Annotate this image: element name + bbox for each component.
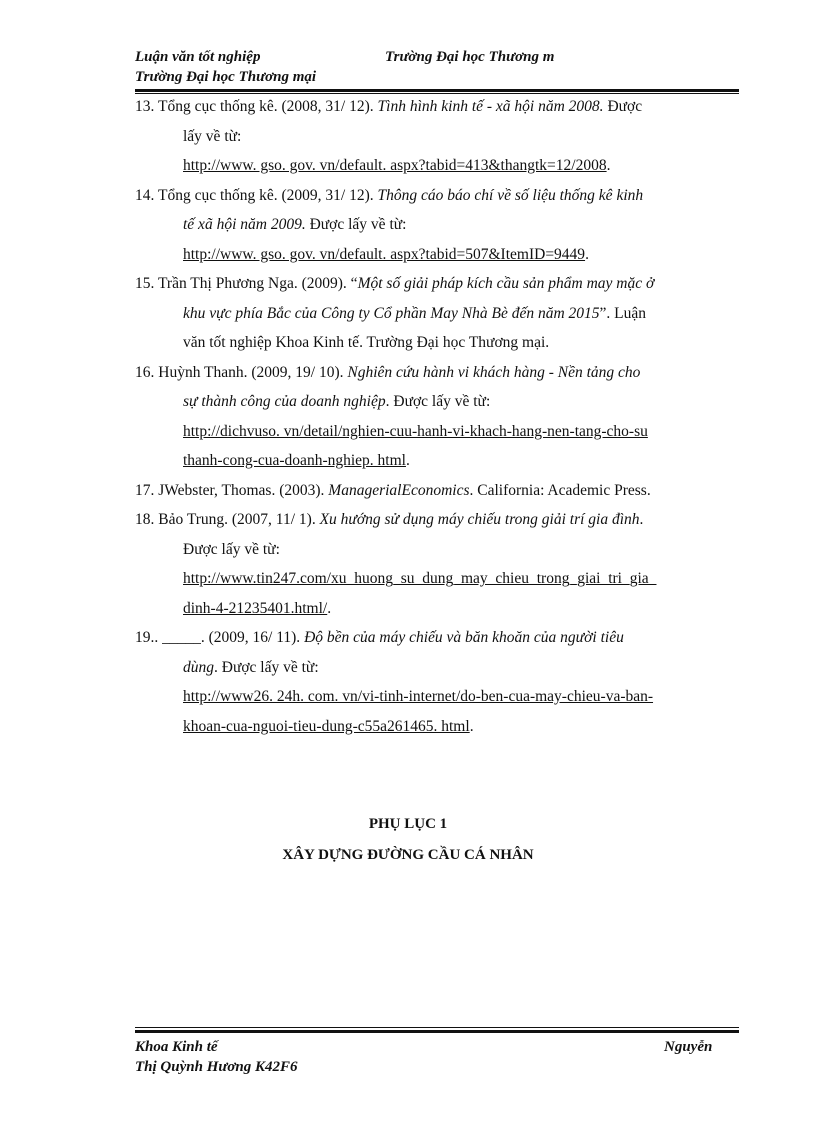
reference-line — [135, 446, 741, 476]
footer-faculty-label: Khoa Kinh tế — [135, 1039, 218, 1055]
reference-line — [135, 712, 741, 742]
reference-line — [135, 476, 741, 506]
reference-text: Được lấy về từ: — [183, 540, 280, 558]
reference-text: Độ bền của máy chiếu và băn khoăn của người tiêu — [304, 629, 624, 646]
reference-text: . — [469, 717, 474, 735]
reference-line — [135, 210, 741, 240]
reference-line — [135, 299, 741, 329]
reference-item — [135, 476, 741, 506]
reference-text: . — [327, 599, 332, 617]
appendix-subtitle: XÂY DỰNG ĐƯỜNG CẦU CÁ NHÂN — [282, 847, 534, 863]
reference-text: . — [585, 245, 589, 263]
footer-author-surname: Nguyễn — [664, 1039, 713, 1055]
reference-text: Được — [603, 98, 643, 115]
reference-line — [135, 387, 741, 417]
reference-line — [135, 92, 741, 122]
reference-item — [135, 358, 741, 476]
reference-line — [135, 535, 741, 565]
reference-number: 16. — [135, 363, 159, 381]
reference-line — [135, 181, 741, 211]
reference-text: Trần Thị Phương Nga. (2009). “ — [157, 275, 358, 292]
reference-text: sự thành công của doanh nghiệp — [183, 393, 386, 410]
reference-list — [135, 92, 741, 741]
reference-text: Tổng cục thống kê. (2008, 31/ 12). — [157, 98, 378, 115]
reference-line — [135, 328, 741, 358]
header-thesis-label: Luận văn tốt nghiệp — [135, 49, 261, 65]
reference-text: . — [639, 511, 644, 528]
reference-line — [135, 653, 741, 683]
reference-text: Nghiên cứu hành vi khách hàng - Nền tảng cho — [347, 363, 641, 381]
footer-author-name: Thị Quỳnh Hương K42F6 — [135, 1059, 298, 1075]
reference-line — [135, 358, 741, 388]
reference-text: tế xã hội năm 2009. — [183, 216, 306, 233]
reference-text: ”. Luận — [599, 304, 647, 322]
reference-item — [135, 181, 741, 270]
reference-item — [135, 505, 741, 623]
reference-text: Thông cáo báo chí về số liệu thống kê kinh — [377, 186, 644, 204]
reference-text: JWebster, Thomas. (2003). — [158, 481, 329, 499]
reference-url[interactable]: http://www. gso. gov. vn/default. aspx?tabid=507&ItemID=9449 — [183, 245, 586, 263]
reference-line — [135, 417, 741, 447]
reference-text: dùng — [183, 658, 214, 676]
reference-text: Một số giải pháp kích cầu sản phẩm may mặc ở — [357, 275, 655, 292]
reference-line — [135, 505, 741, 535]
reference-line — [135, 240, 741, 270]
reference-number: 13. — [135, 98, 158, 115]
header-university-line2: Trường Đại học Thương mại — [135, 69, 317, 85]
reference-text: ManagerialEconomics — [328, 481, 470, 499]
reference-line — [135, 623, 741, 653]
reference-text: . — [606, 157, 611, 174]
reference-number: 17. — [135, 481, 159, 499]
reference-text: Xu hướng sử dụng máy chiếu trong giải trí gia đình — [319, 511, 640, 528]
reference-item — [135, 623, 741, 741]
reference-line — [135, 122, 741, 152]
reference-item — [135, 92, 741, 181]
reference-url[interactable]: http://www26. 24h. com. vn/vi-tinh-internet/do-ben-cua-may-chieu-va-ban- — [183, 688, 654, 705]
reference-line — [135, 564, 741, 594]
reference-line — [135, 151, 741, 181]
reference-url[interactable]: khoan-cua-nguoi-tieu-dung-c55a261465. html — [183, 717, 470, 735]
reference-line — [135, 594, 741, 624]
reference-text: văn tốt nghiệp Khoa Kinh tế. Trường Đại học Thương mại. — [183, 334, 550, 351]
reference-line — [135, 269, 741, 299]
reference-text: Tổng cục thống kê. (2009, 31/ 12). — [157, 186, 378, 204]
reference-text: _____. (2009, 16/ 11). — [162, 629, 305, 646]
reference-text: lấy về từ: — [183, 127, 242, 145]
reference-number: 18. — [135, 511, 159, 528]
reference-text: . — [405, 452, 410, 469]
reference-item — [135, 269, 741, 358]
reference-number: 14. — [135, 186, 158, 204]
reference-url[interactable]: dinh-4-21235401.html/ — [183, 599, 328, 617]
appendix-title: PHỤ LỤC 1 — [368, 816, 448, 832]
reference-text: Được lấy về từ: — [305, 216, 407, 233]
reference-url[interactable]: http://www. gso. gov. vn/default. aspx?tabid=413&thangtk=12/2008 — [183, 157, 607, 174]
reference-text: Tình hình kinh tế - xã hội năm 2008. — [377, 98, 604, 115]
reference-number: 15. — [135, 275, 158, 292]
footer-divider — [135, 1027, 739, 1033]
reference-number: 19.. — [135, 629, 163, 646]
reference-text: Huỳnh Thanh. (2009, 19/ 10). — [158, 363, 348, 381]
reference-url[interactable]: http://www.tin247.com/xu_huong_su_dung_may_chieu_trong_giai_tri_gia_ — [183, 570, 657, 587]
reference-text: . California: Academic Press. — [469, 481, 651, 499]
reference-text: . Được lấy về từ: — [385, 393, 491, 410]
reference-text: Bảo Trung. (2007, 11/ 1). — [158, 511, 320, 528]
reference-url[interactable]: http://dichvuso. vn/detail/nghien-cuu-hanh-vi-khach-hang-nen-tang-cho-su — [183, 422, 648, 440]
reference-line — [135, 682, 741, 712]
reference-text: khu vực phía Bắc của Công ty Cổ phần May Nhà Bè đến năm 2015 — [183, 304, 600, 322]
reference-text: . Được lấy về từ: — [214, 658, 319, 676]
reference-url[interactable]: thanh-cong-cua-doanh-nghiep. html — [183, 452, 406, 469]
header-university-label: Trường Đại học Thương m — [385, 49, 555, 65]
